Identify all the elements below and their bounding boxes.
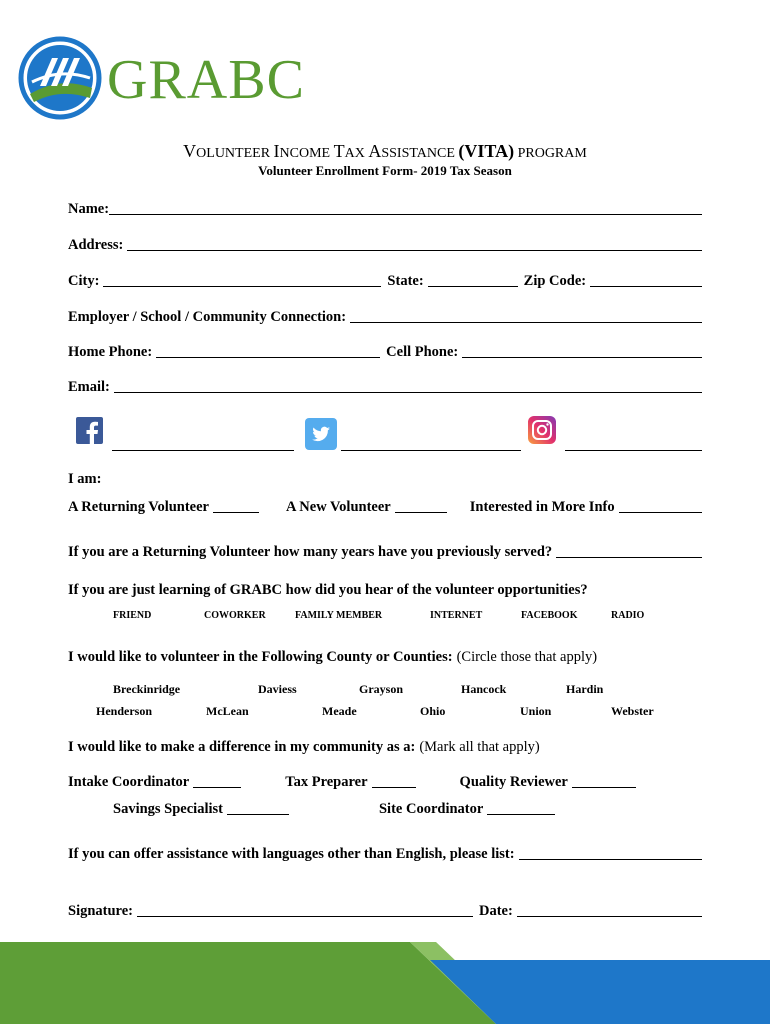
zip-label: Zip Code:	[523, 273, 587, 289]
cell-phone-field[interactable]	[462, 357, 702, 358]
address-label: Address:	[68, 237, 124, 253]
returning-volunteer-label: A Returning Volunteer	[68, 499, 209, 515]
savings-specialist-label: Savings Specialist	[113, 801, 223, 817]
county-hancock[interactable]: Hancock	[461, 682, 507, 696]
page-title: VOLUNTEER INCOME TAX ASSISTANCE (VITA) PROGRAM	[183, 141, 587, 161]
intake-coordinator-label: Intake Coordinator	[68, 774, 190, 790]
employer-label: Employer / School / Community Connection:	[68, 309, 347, 325]
instagram-field[interactable]	[565, 450, 702, 451]
grabc-logo-icon	[18, 36, 102, 120]
county-row	[68, 646, 702, 666]
intake-coordinator-field[interactable]	[193, 787, 241, 788]
savings-specialist-field[interactable]	[227, 814, 289, 815]
county-note: (Circle those that apply)	[456, 649, 598, 665]
city-row	[68, 270, 702, 290]
interested-field[interactable]	[619, 512, 702, 513]
state-field[interactable]	[428, 286, 518, 287]
county-mclean[interactable]: McLean	[206, 704, 249, 718]
years-served-field[interactable]	[556, 557, 702, 558]
county-meade[interactable]: Meade	[322, 704, 357, 718]
home-phone-field[interactable]	[156, 357, 380, 358]
languages-row	[68, 843, 702, 863]
employer-row	[68, 306, 702, 326]
city-field[interactable]	[103, 286, 381, 287]
languages-field[interactable]	[519, 859, 702, 860]
home-phone-label: Home Phone:	[68, 344, 153, 360]
county-daviess[interactable]: Daviess	[258, 682, 297, 696]
county-grayson[interactable]: Grayson	[359, 682, 404, 696]
signature-row	[68, 900, 702, 920]
hear-about-label: If you are just learning of GRABC how did you hear of the volunteer opportunities?	[68, 582, 588, 598]
i-am-heading: I am:	[68, 471, 102, 487]
email-field[interactable]	[114, 392, 702, 393]
county-breckinridge[interactable]: Breckinridge	[113, 682, 181, 696]
county-ohio[interactable]: Ohio	[420, 704, 446, 718]
role-note: (Mark all that apply)	[419, 739, 540, 755]
county-henderson[interactable]: Henderson	[96, 704, 153, 718]
hear-about-row	[68, 579, 702, 599]
page-subtitle: Volunteer Enrollment Form- 2019 Tax Season	[258, 163, 512, 178]
option-family-member[interactable]: FAMILY MEMBER	[295, 610, 383, 621]
email-row	[68, 376, 702, 396]
facebook-field[interactable]	[112, 450, 294, 451]
address-field[interactable]	[127, 250, 702, 251]
employer-field[interactable]	[350, 322, 702, 323]
interested-label: Interested in More Info	[469, 499, 615, 515]
new-volunteer-label: A New Volunteer	[286, 499, 391, 515]
county-prompt: I would like to volunteer in the Following County or Counties:	[68, 649, 453, 665]
option-coworker[interactable]: COWORKER	[204, 610, 266, 621]
option-facebook[interactable]: FACEBOOK	[521, 610, 578, 621]
status-row	[68, 496, 702, 516]
option-friend[interactable]: FRIEND	[113, 610, 152, 621]
site-coordinator-label: Site Coordinator	[378, 801, 484, 817]
option-internet[interactable]: INTERNET	[430, 610, 483, 621]
state-label: State:	[387, 273, 424, 289]
address-row	[68, 234, 702, 254]
twitter-icon	[305, 418, 337, 450]
tax-preparer-field[interactable]	[372, 787, 416, 788]
zip-field[interactable]	[590, 286, 702, 287]
twitter-field[interactable]	[341, 450, 521, 451]
signature-field[interactable]	[137, 916, 473, 917]
years-served-row	[68, 541, 702, 561]
name-field[interactable]	[109, 214, 702, 215]
county-union[interactable]: Union	[520, 704, 552, 718]
county-hardin[interactable]: Hardin	[566, 682, 604, 696]
roles-row-1	[68, 771, 702, 791]
date-field[interactable]	[517, 916, 702, 917]
footer-banner	[0, 940, 770, 1024]
returning-volunteer-field[interactable]	[213, 512, 259, 513]
city-label: City:	[68, 273, 100, 289]
date-label: Date:	[479, 903, 513, 919]
languages-label: If you can offer assistance with languages other than English, please list:	[68, 846, 515, 862]
roles-row-2	[113, 798, 673, 818]
tax-preparer-label: Tax Preparer	[285, 774, 368, 790]
facebook-icon	[76, 417, 103, 444]
site-coordinator-field[interactable]	[487, 814, 555, 815]
quality-reviewer-field[interactable]	[572, 787, 636, 788]
quality-reviewer-label: Quality Reviewer	[459, 774, 568, 790]
email-label: Email:	[68, 379, 110, 395]
option-radio[interactable]: RADIO	[611, 610, 645, 621]
new-volunteer-field[interactable]	[395, 512, 447, 513]
role-row	[68, 736, 702, 756]
logo-text: GRABC	[107, 49, 305, 111]
phone-row	[68, 341, 702, 361]
role-prompt: I would like to make a difference in my community as a:	[68, 739, 416, 755]
years-served-label: If you are a Returning Volunteer how many years have you previously served?	[68, 544, 553, 560]
name-row	[68, 198, 702, 218]
signature-label: Signature:	[68, 903, 133, 919]
name-label: Name:	[68, 201, 110, 217]
instagram-icon	[528, 416, 556, 444]
cell-phone-label: Cell Phone:	[386, 344, 459, 360]
county-webster[interactable]: Webster	[611, 704, 654, 718]
